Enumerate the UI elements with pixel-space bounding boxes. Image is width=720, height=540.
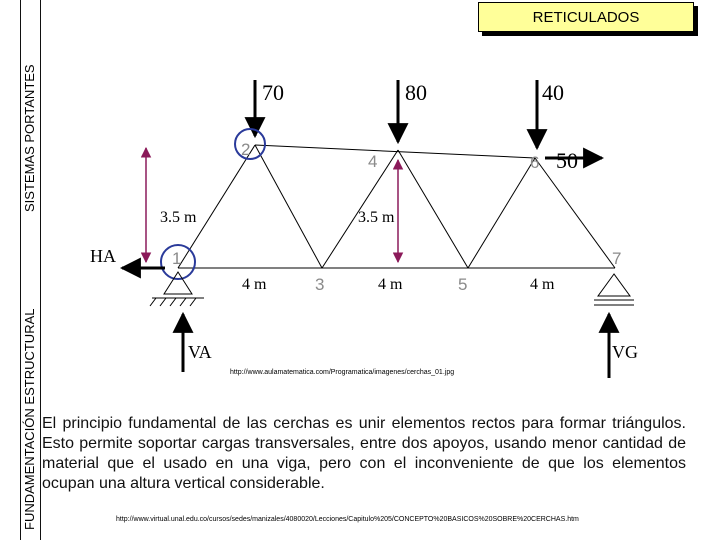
body-paragraph: El principio fundamental de las cerchas es unir elementos rectos para formar triángulos. Esto permite soportar cargas transversales, entre dos apoyos, usando menor cantidad de material que el usado en una viga, pero con el inconveniente de que los elementos ocupan una altura vertical considerable. [42, 415, 686, 492]
span-label-2: 4 m [378, 276, 403, 293]
node-label-7: 7 [612, 249, 622, 268]
member-4-5 [398, 150, 468, 268]
span-label-1: 4 m [242, 276, 267, 293]
pin-support-a [150, 272, 204, 306]
side-label-bottom: FUNDAMENTACIÓN ESTRUCTURAL [22, 308, 37, 530]
member-5-6 [468, 158, 535, 268]
node-label-5: 5 [458, 275, 468, 294]
slide-title: RETICULADOS [478, 2, 694, 32]
span-label-3: 4 m [530, 276, 555, 293]
load-label-n4: 80 [405, 80, 427, 105]
load-label-n6-horizontal: 50 [556, 148, 578, 173]
reaction-label-va: VA [188, 342, 212, 362]
load-label-n6-vertical: 40 [542, 80, 564, 105]
member-2-3 [255, 145, 322, 268]
truss-members [178, 145, 615, 268]
node-label-2: 2 [241, 140, 251, 159]
top-chord [255, 145, 535, 158]
image-source-link[interactable]: http://www.aulamatematica.com/Programatica/imagenes/cerchas_01.jpg [230, 369, 455, 376]
height-label-middle: 3.5 m [358, 209, 395, 226]
member-6-7 [535, 158, 615, 268]
node-label-3: 3 [315, 275, 325, 294]
reaction-label-vg: VG [612, 342, 638, 362]
node-label-4: 4 [368, 152, 378, 171]
node-label-1: 1 [172, 249, 182, 268]
node-label-6: 6 [530, 153, 540, 172]
text-source-link[interactable]: http://www.virtual.unal.edu.co/cursos/sedes/manizales/4080020/Lecciones/Capitulo%205/CONCEPTO%20BASICOS%20SOBRE%20CERCHAS.htm [116, 516, 579, 523]
reaction-label-ha: HA [90, 246, 116, 266]
height-label-left: 3.5 m [160, 209, 197, 226]
side-label-top: SISTEMAS PORTANTES [22, 64, 37, 212]
roller-support-g [594, 274, 634, 305]
height-dimensions [146, 148, 398, 262]
load-label-n2: 70 [262, 80, 284, 105]
